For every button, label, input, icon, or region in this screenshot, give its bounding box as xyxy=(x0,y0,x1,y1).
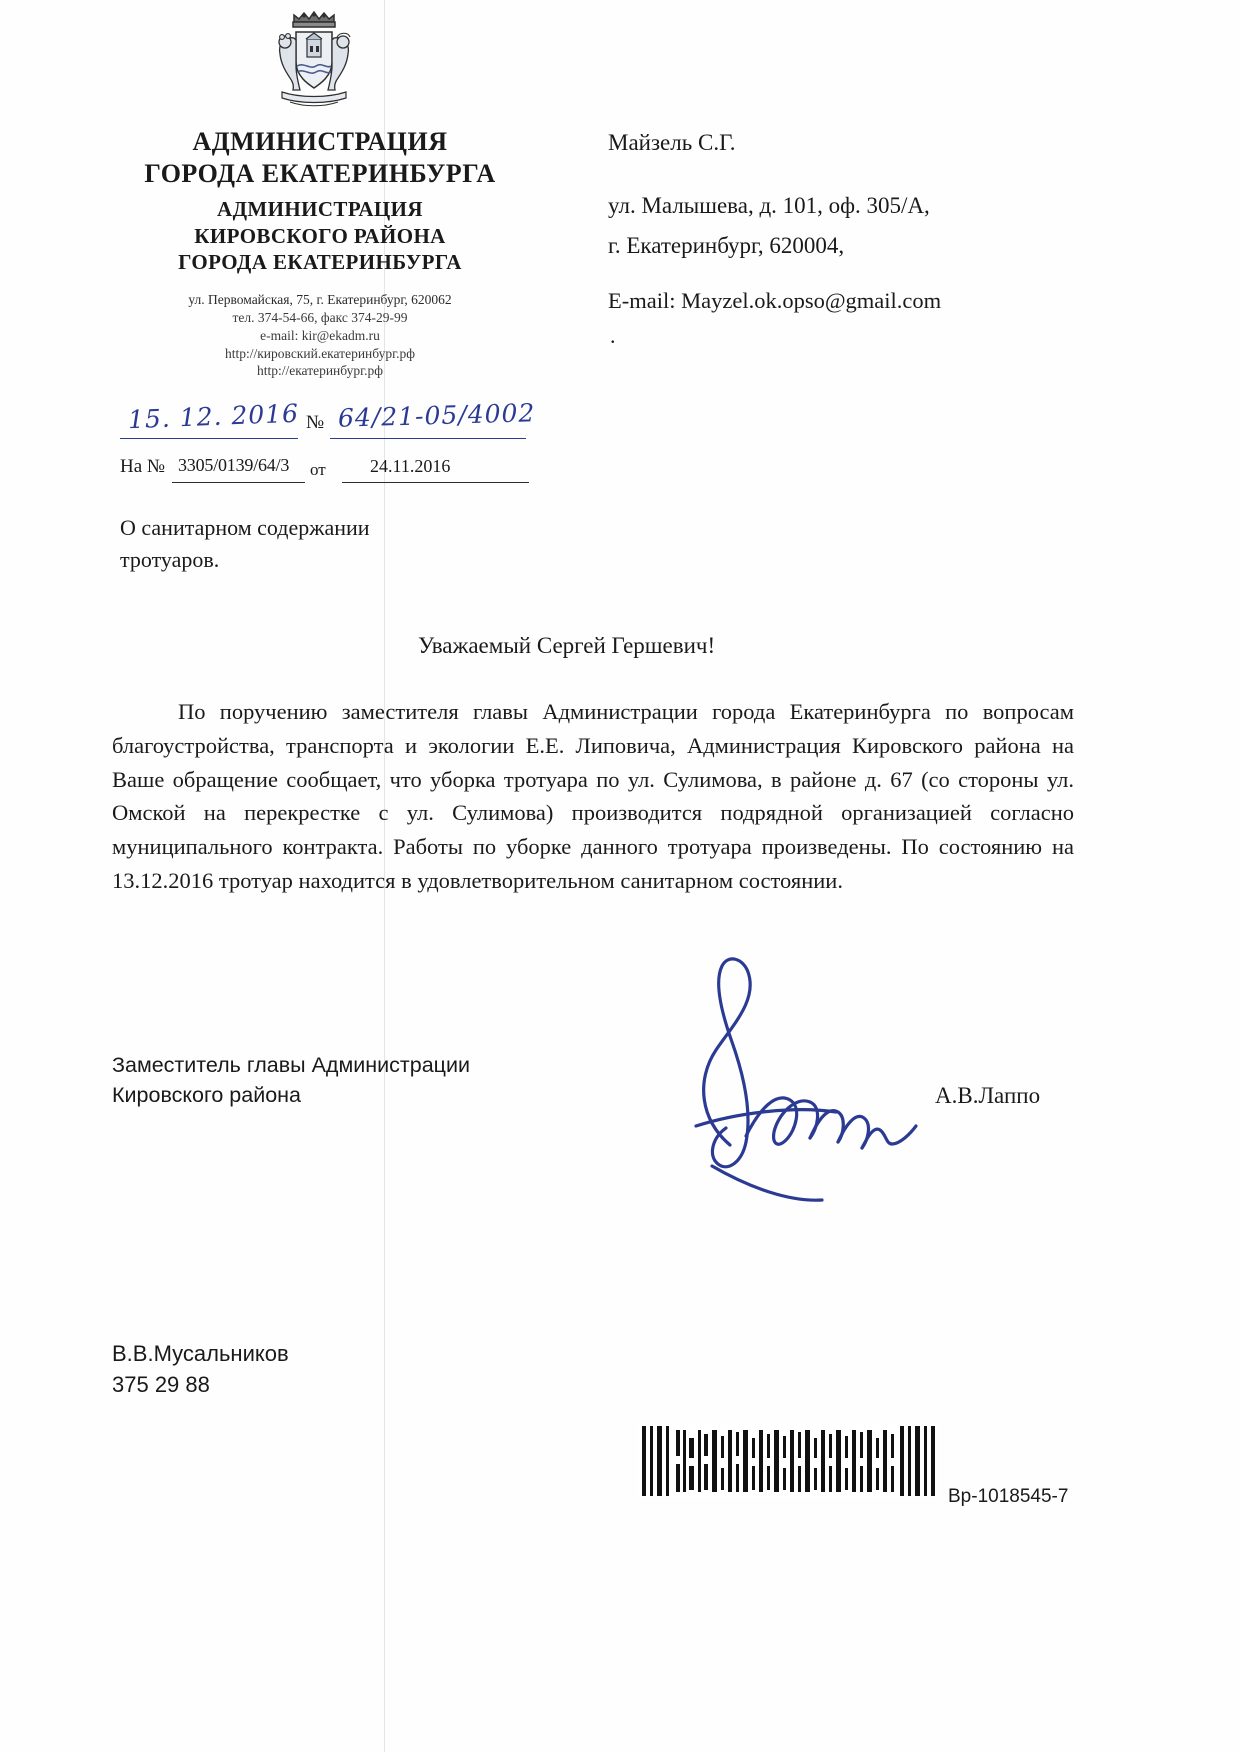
registration-row-outgoing xyxy=(120,400,540,440)
subject-block xyxy=(120,512,550,576)
org-name-line-1: АДМИНИСТРАЦИЯ xyxy=(192,127,448,156)
subject-line-1: О санитарном содержании xyxy=(120,515,370,540)
addressee-email: E-mail: Mayzel.ok.opso@gmail.com xyxy=(608,287,942,313)
letterhead-phone: тел. 374-54-66, факс 374-29-99 xyxy=(232,310,408,325)
number-symbol: № xyxy=(306,412,325,433)
signer-position xyxy=(112,1050,582,1110)
outgoing-date-handwritten: 15. 12. 2016 xyxy=(127,398,300,435)
date-rule xyxy=(120,438,298,439)
addressee-name: Майзель С.Г. xyxy=(608,130,736,155)
number-rule xyxy=(330,438,526,439)
incoming-number-value: 3305/0139/64/3 xyxy=(178,455,290,475)
incoming-date-rule xyxy=(342,482,529,483)
executor-phone: 375 29 88 xyxy=(112,1372,210,1398)
outgoing-number-handwritten: 64/21-05/4002 xyxy=(337,398,536,433)
org-name-line-3: АДМИНИСТРАЦИЯ xyxy=(217,197,423,222)
signer-name: А.В.Лаппо xyxy=(935,1083,1041,1108)
incoming-date-label: от xyxy=(310,460,326,479)
addressee-trailing-dot: . xyxy=(610,323,616,349)
letter-body-paragraph: По поручению заместителя главы Администрации города Екатеринбурга по вопросам благоустройства, транспорта и экологии Е.Е. Липовича, Администрация Кировского района на Ваше обращение сообщает, что уборка тротуара по ул. Сулимова, в районе д. 67 (со стороны ул. Омской на перекрестке с ул. Сулимова) производится подрядной организацией согласно муниципального контракта. Работы по уборке данного тротуара произведены. По состоянию на 13.12.2016 тротуар находится в удовлетворительном санитарном состоянии. xyxy=(112,699,1074,893)
addressee-block xyxy=(608,126,1138,352)
letter-body xyxy=(112,695,1074,898)
letterhead-email: e-mail: kir@ekadm.ru xyxy=(260,327,380,343)
letterhead-site-district: http://кировский.екатеринбург.рф xyxy=(224,345,416,361)
executor-block xyxy=(112,1338,289,1400)
addressee-address-line-2: г. Екатеринбург, 620004, xyxy=(608,233,845,258)
salutation: Уважаемый Сергей Гершевич! xyxy=(418,633,716,658)
incoming-number-label: На № xyxy=(120,456,166,477)
signer-position-line-1: Заместитель главы Администрации xyxy=(112,1053,470,1077)
incoming-date-value: 24.11.2016 xyxy=(370,456,451,476)
executor-name: В.В.Мусальников xyxy=(112,1341,289,1366)
org-name-line-5: ГОРОДА ЕКАТЕРИНБУРГА xyxy=(178,249,462,274)
addressee-spacer xyxy=(608,167,1138,189)
addressee-address-line-1: ул. Малышева, д. 101, оф. 305/А, xyxy=(608,192,930,218)
letterhead xyxy=(110,126,530,380)
barcode-label: Вр-1018545-7 xyxy=(948,1486,1069,1507)
letterhead-contacts xyxy=(110,291,530,380)
registration-row-incoming xyxy=(120,452,540,488)
barcode xyxy=(638,1424,938,1498)
handwritten-signature xyxy=(600,930,940,1230)
org-name-line-4: КИРОВСКОГО РАЙОНА xyxy=(194,223,446,248)
letterhead-site-city: http://екатеринбург.рф xyxy=(256,363,384,379)
letterhead-address: ул. Первомайская, 75, г. Екатеринбург, 620062 xyxy=(188,292,452,308)
org-name-line-2: ГОРОДА ЕКАТЕРИНБУРГА xyxy=(144,158,496,188)
registration-block xyxy=(120,400,540,488)
incoming-number-rule xyxy=(172,482,305,483)
coat-of-arms-emblem xyxy=(260,6,368,116)
subject-line-2: тротуаров. xyxy=(120,546,220,572)
signer-position-line-2: Кировского района xyxy=(112,1083,301,1108)
